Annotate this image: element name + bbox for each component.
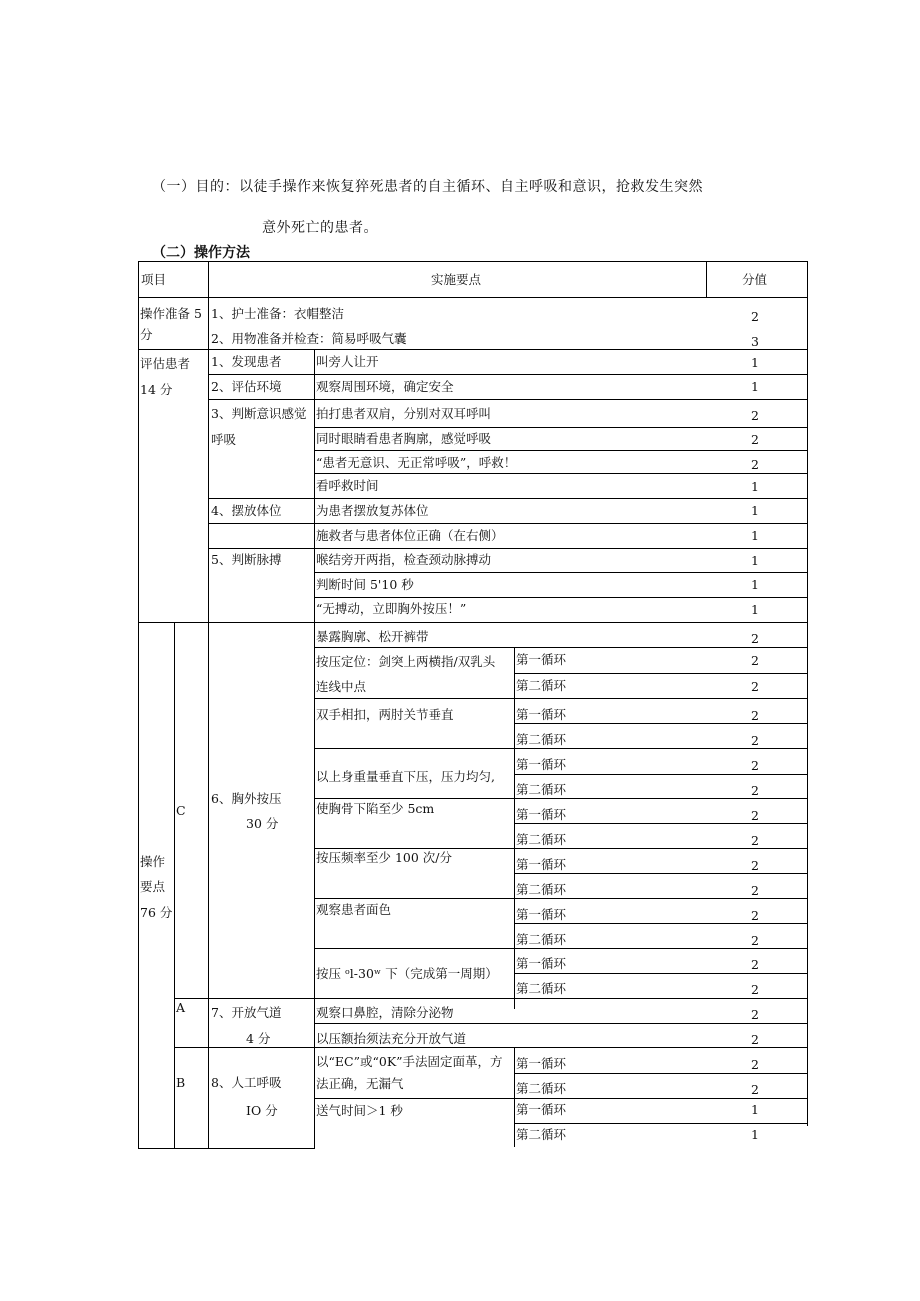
- prep-label-line-1: 操作准备 5: [140, 306, 202, 321]
- ops-cycle-score: 2: [751, 957, 759, 972]
- col-line-cycle-c: [514, 647, 515, 1009]
- header-col-line-2: [706, 261, 707, 297]
- ops-cycle-score: 1: [751, 1102, 759, 1117]
- assess-row-score: 1: [751, 503, 759, 518]
- assess-row-score: 1: [751, 379, 759, 394]
- assess-row-line: [208, 498, 808, 499]
- assess-row-text: 施救者与患者体位正确（在右侧）: [316, 528, 504, 543]
- ops-c-sub-score: 30 分: [246, 816, 279, 831]
- assess-row-text: 喉结旁开两指，检查颈动脉搏动: [316, 552, 492, 567]
- purpose-line-1: （一）目的：以徒手操作来恢复猝死患者的自主循环、自主呼吸和意识，抢救发生突然: [152, 179, 703, 195]
- ops-a-row-text: 以压额抬须法充分开放气道: [316, 1031, 467, 1046]
- purpose-line-2: 意外死亡的患者。: [262, 220, 378, 236]
- ops-c-row-text-2: 连线中点: [316, 679, 367, 694]
- ops-cycle-score: 2: [751, 883, 759, 898]
- assess-row-line: [314, 450, 808, 451]
- assess-row-line: [208, 523, 808, 524]
- assess-row-text: 判断时间 5'10 秒: [316, 577, 414, 592]
- ops-row-line: [314, 748, 808, 749]
- prep-row-text: 2、用物准备并检查：简易呼吸气囊: [211, 331, 407, 346]
- assess-row-line: [208, 548, 808, 549]
- ops-cycle-line: [514, 723, 808, 724]
- assess-sub-find-patient: 1、发现患者: [211, 354, 282, 369]
- assess-row-line: [314, 427, 808, 428]
- ops-b-sub-title: 8、人工呼吸: [211, 1075, 282, 1090]
- ops-b-row-text: 送气时间＞1 秒: [316, 1103, 403, 1118]
- ops-row-line: [314, 798, 808, 799]
- ops-cycle-label: 第二循环: [516, 1081, 567, 1096]
- section-title-methods: （二）操作方法: [152, 245, 250, 261]
- assess-row-score: 1: [751, 577, 759, 592]
- ops-a-b-divider: [174, 1047, 808, 1048]
- ops-c-row-text: 按压定位：剑突上两横指/双乳头: [316, 654, 496, 669]
- ops-c-row-text: 观察患者面色: [316, 902, 392, 917]
- ops-cycle-label: 第一循环: [516, 1056, 567, 1071]
- col-line-ops-letter: [174, 622, 175, 1149]
- prep-row-score: 2: [751, 309, 759, 324]
- ops-b-sub-score: IO 分: [246, 1103, 278, 1118]
- ops-cycle-label: 第二循环: [516, 981, 567, 996]
- ops-cycle-label: 第一循环: [516, 652, 567, 667]
- ops-a-letter: A: [176, 1000, 186, 1015]
- ops-cycle-label: 第二循环: [516, 882, 567, 897]
- ops-cycle-line: [514, 673, 808, 674]
- assess-sub-consciousness-1: 3、判断意识感觉: [211, 406, 307, 421]
- prep-row-score: 3: [751, 334, 759, 349]
- scoring-table: [138, 261, 808, 1149]
- ops-c-row-text: 双手相扣，两肘关节垂直: [316, 707, 454, 722]
- assess-row-score: 1: [751, 528, 759, 543]
- assess-row-text: 叫旁人让开: [316, 354, 379, 369]
- ops-cycle-label: 第一循环: [516, 707, 567, 722]
- header-divider: [138, 297, 808, 298]
- assess-row-score: 1: [751, 355, 759, 370]
- col-line-detail: [314, 349, 315, 1149]
- ops-a-sub-score: 4 分: [246, 1031, 271, 1046]
- col-line-ops-sub: [208, 622, 209, 1149]
- ops-row-line: [314, 898, 808, 899]
- header-col-line-1: [208, 261, 209, 297]
- assess-sub-pulse: 5、判断脉搏: [211, 552, 282, 567]
- ops-a-row-score: 2: [751, 1032, 759, 1047]
- assess-row-score: 2: [751, 457, 759, 472]
- assess-row-line: [314, 473, 808, 474]
- prep-assess-divider: [138, 349, 808, 350]
- assess-row-text: “患者无意识、无正常呼吸”，呼救！: [316, 455, 517, 470]
- ops-c-sub-title: 6、胸外按压: [211, 791, 282, 806]
- assess-row-text: “无搏动，立即胸外按压！”: [316, 601, 467, 616]
- assess-row-score: 1: [751, 553, 759, 568]
- assess-row-text: 观察周围环境，确定安全: [316, 379, 454, 394]
- ops-cycle-label: 第一循环: [516, 757, 567, 772]
- ops-cycle-score: 2: [751, 933, 759, 948]
- ops-c-row-text: 以上身重量垂直下压，压力均匀,: [316, 769, 495, 784]
- assess-row-text: 同时眼睛看患者胸廓，感觉呼吸: [316, 431, 492, 446]
- ops-c-row-text: 使胸骨下陷至少 5cm: [316, 801, 435, 816]
- ops-row-line: [314, 848, 808, 849]
- assess-row-score: 2: [751, 432, 759, 447]
- assess-row-line: [208, 374, 808, 375]
- assess-row-line: [314, 572, 808, 573]
- ops-cycle-label: 第一循环: [516, 1102, 567, 1117]
- assess-row-text: 看呼救时间: [316, 478, 379, 493]
- ops-cycle-score: 2: [751, 1082, 759, 1097]
- ops-cycle-label: 第一循环: [516, 857, 567, 872]
- ops-cycle-score: 2: [751, 1057, 759, 1072]
- header-item: 项目: [141, 272, 167, 287]
- col-line-cycle-b: [514, 1047, 515, 1147]
- ops-b-row-text: 以“EC”或“0K”手法固定面革，方: [316, 1054, 503, 1069]
- ops-cycle-score: 2: [751, 982, 759, 997]
- ops-cycle-score: 2: [751, 679, 759, 694]
- ops-row-line: [314, 948, 808, 949]
- ops-cycle-label: 第二循环: [516, 932, 567, 947]
- ops-cycle-line: [514, 823, 808, 824]
- assess-ops-divider: [138, 622, 808, 623]
- ops-cycle-score: 2: [751, 758, 759, 773]
- ops-c-a-divider: [174, 998, 808, 999]
- ops-cycle-line: [514, 1123, 808, 1124]
- ops-c-expose-text: 暴露胸廓、松开裤带: [316, 629, 429, 644]
- ops-cycle-score: 2: [751, 708, 759, 723]
- table-right-border: [807, 261, 808, 1126]
- header-score: 分值: [742, 272, 768, 287]
- ops-cycle-line: [514, 873, 808, 874]
- ops-cycle-line: [514, 973, 808, 974]
- ops-a-row-score: 2: [751, 1007, 759, 1022]
- assess-sub-position: 4、摆放体位: [211, 503, 282, 518]
- ops-cycle-line: [514, 774, 808, 775]
- assess-row-score: 1: [751, 602, 759, 617]
- ops-cycle-label: 第二循环: [516, 832, 567, 847]
- ops-c-row-text: 按压频率至少 100 次/分: [316, 850, 453, 865]
- ops-label-line-1: 操作: [140, 854, 166, 869]
- ops-cycle-score: 1: [751, 1127, 759, 1142]
- ops-a-row-text: 观察口鼻腔，清除分泌物: [316, 1005, 454, 1020]
- ops-a-sub-title: 7、开放气道: [211, 1005, 282, 1020]
- assess-sub-consciousness-2: 呼吸: [211, 432, 237, 447]
- ops-label-line-3: 76 分: [140, 905, 173, 920]
- assess-row-text: 拍打患者双肩，分别对双耳呼叫: [316, 406, 492, 421]
- ops-cycle-label: 第一循环: [516, 907, 567, 922]
- ops-cycle-score: 2: [751, 733, 759, 748]
- ops-b-row-text-2: 法正确，无漏气: [316, 1076, 404, 1091]
- ops-label-line-2: 要点: [140, 879, 166, 894]
- header-points: 实施要点: [431, 272, 482, 287]
- ops-c-row-text: 按压 ᵒl-30ʷ 下（完成第一周期）: [316, 966, 498, 981]
- col-line-assess-sub: [208, 297, 209, 622]
- ops-cycle-line: [514, 1073, 808, 1074]
- assess-row-score: 1: [751, 479, 759, 494]
- ops-cycle-score: 2: [751, 808, 759, 823]
- assess-label-line-1: 评估患者: [140, 356, 191, 371]
- ops-b-letter: B: [176, 1075, 186, 1090]
- ops-cycle-label: 第二循环: [516, 732, 567, 747]
- assess-row-line: [314, 597, 808, 598]
- table-bottom-border: [138, 1148, 315, 1149]
- prep-label-line-2: 分: [140, 327, 153, 342]
- ops-row-line: [314, 1023, 808, 1024]
- ops-cycle-label: 第二循环: [516, 1127, 567, 1142]
- ops-cycle-score: 2: [751, 833, 759, 848]
- ops-cycle-score: 2: [751, 653, 759, 668]
- prep-row-text: 1、护士准备：衣帽整洁: [211, 306, 344, 321]
- assess-label-line-2: 14 分: [140, 382, 173, 397]
- assess-sub-environment: 2、评估环境: [211, 379, 282, 394]
- ops-cycle-label: 第二循环: [516, 782, 567, 797]
- assess-row-score: 2: [751, 408, 759, 423]
- ops-c-letter: C: [176, 803, 186, 818]
- ops-cycle-label: 第一循环: [516, 807, 567, 822]
- ops-cycle-label: 第二循环: [516, 678, 567, 693]
- table-left-border: [138, 261, 139, 1149]
- ops-cycle-label: 第一循环: [516, 956, 567, 971]
- ops-row-line: [314, 647, 808, 648]
- assess-row-text: 为患者摆放复苏体位: [316, 503, 429, 518]
- ops-row-line: [314, 1098, 808, 1099]
- ops-cycle-score: 2: [751, 858, 759, 873]
- ops-cycle-score: 2: [751, 783, 759, 798]
- ops-cycle-score: 2: [751, 908, 759, 923]
- assess-row-line: [208, 399, 808, 400]
- ops-c-expose-score: 2: [751, 631, 759, 646]
- table-top-border: [138, 261, 808, 262]
- ops-row-line: [314, 698, 808, 699]
- ops-cycle-line: [514, 923, 808, 924]
